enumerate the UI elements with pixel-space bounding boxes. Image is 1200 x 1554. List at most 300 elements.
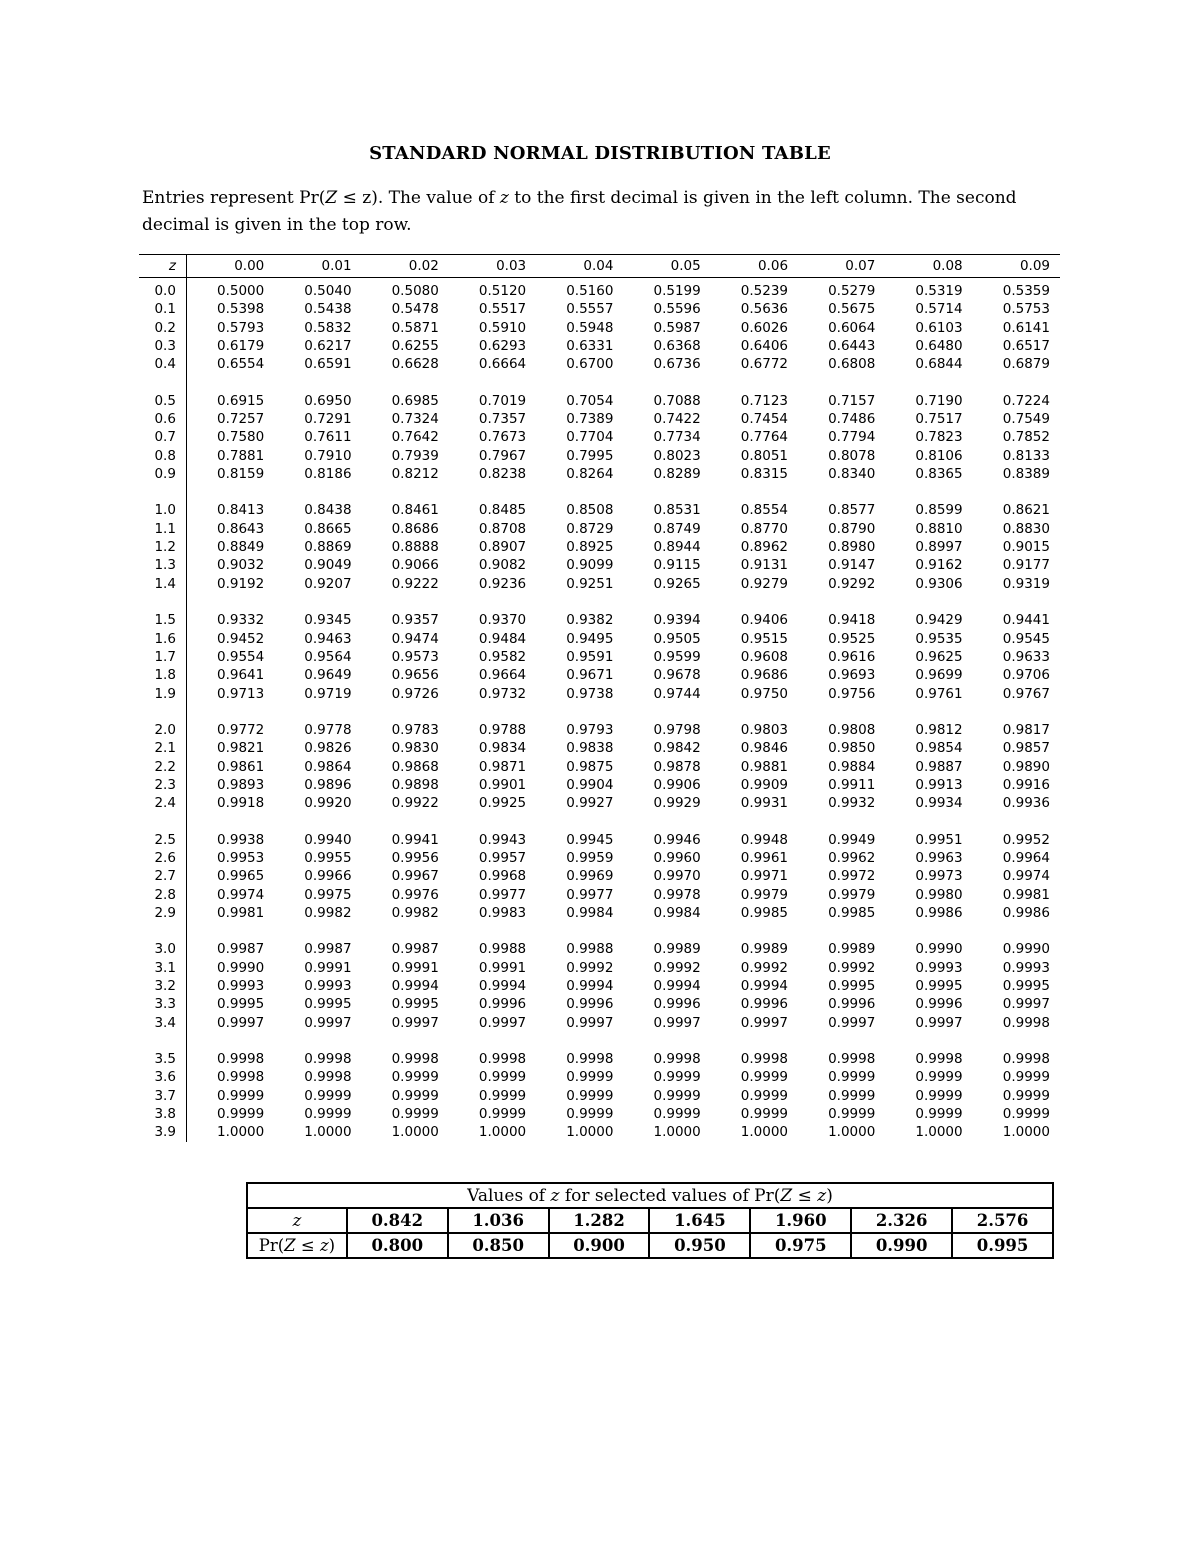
table-cell: 0.9906: [653, 776, 701, 793]
table-cell: 0.9987: [217, 941, 265, 958]
z-row-label: 2.7: [139, 867, 186, 885]
table-cell: 0.6554: [217, 356, 265, 373]
table-row: [139, 630, 1060, 648]
table-cell: 0.6026: [740, 319, 789, 336]
table-row: [139, 758, 1060, 776]
table-cell: 0.7995: [566, 447, 614, 464]
table-cell: 0.8962: [740, 539, 789, 556]
table-cell: 0.5596: [653, 301, 701, 318]
z-row-label: 1.7: [139, 648, 186, 666]
table-cell: 0.9995: [217, 996, 265, 1013]
table-cell: 0.5319: [915, 283, 963, 299]
table-row: [139, 794, 1060, 812]
table-row: [139, 703, 1060, 739]
table-cell: 0.6844: [915, 356, 963, 373]
table-cell: 0.9495: [566, 630, 614, 647]
table-cell: 0.9251: [566, 575, 614, 592]
table-cell: 0.9979: [740, 886, 789, 903]
table-cell: 0.7157: [828, 392, 876, 409]
table-cell: 0.9943: [478, 831, 527, 848]
table-cell: 0.9726: [391, 685, 439, 702]
table-cell: 0.9997: [1002, 996, 1050, 1013]
table-cell: 0.6064: [828, 319, 876, 336]
column-header: 0.06: [711, 255, 798, 278]
z-row-label: 0.7: [139, 428, 186, 446]
z-row-label: 1.0: [139, 483, 186, 519]
table-cell: 0.9838: [566, 740, 614, 757]
table-cell: 0.9998: [1002, 1051, 1050, 1068]
table-row: [139, 685, 1060, 703]
table-cell: 0.7939: [391, 447, 439, 464]
z-row-label: 2.4: [139, 794, 186, 812]
selected-z-value: 1.036: [448, 1208, 549, 1233]
table-cell: 0.9756: [828, 685, 876, 702]
z-row-label: 2.2: [139, 758, 186, 776]
intro-var-z: z: [499, 188, 509, 208]
table-row: [139, 428, 1060, 446]
table-row: [139, 278, 1060, 301]
table-cell: 0.9999: [566, 1087, 614, 1104]
table-cell: 0.9994: [391, 978, 439, 994]
table-cell: 0.8708: [478, 520, 527, 537]
table-cell: 0.9147: [828, 557, 876, 574]
table-cell: 0.8830: [1002, 520, 1050, 537]
table-cell: 0.9999: [740, 1087, 789, 1104]
column-header: 0.00: [186, 255, 274, 278]
table-cell: 0.6808: [828, 356, 876, 373]
table-cell: 0.9641: [217, 667, 265, 684]
table-cell: 0.9999: [1002, 1069, 1050, 1086]
table-cell: 0.8159: [217, 466, 265, 483]
selected-pr-value: 0.995: [952, 1233, 1053, 1258]
table-cell: 0.6628: [391, 356, 439, 373]
selected-pr-value: 0.850: [448, 1233, 549, 1258]
table-cell: 0.9986: [1002, 904, 1050, 921]
table-row: [139, 849, 1060, 867]
table-cell: 0.9808: [828, 721, 876, 738]
intro-text-3: to the first decimal is given in the left column. The second decimal is given in the top row.: [142, 188, 1017, 235]
table-cell: 0.9987: [391, 941, 439, 958]
table-cell: 0.8106: [915, 447, 963, 464]
table-cell: 0.9931: [740, 795, 789, 812]
table-cell: 0.9977: [478, 886, 527, 903]
intro-text-1: Entries represent Pr(: [142, 188, 326, 208]
table-cell: 0.5000: [217, 283, 265, 299]
table-cell: 0.8925: [566, 539, 614, 556]
table-cell: 0.5517: [478, 301, 527, 318]
table-cell: 0.9977: [566, 886, 614, 903]
table-row: [139, 922, 1060, 958]
table-cell: 0.6141: [1002, 319, 1050, 336]
table-cell: 1.0000: [566, 1124, 614, 1141]
table-cell: 0.9656: [391, 667, 439, 684]
table-cell: 0.7389: [566, 411, 614, 428]
table-cell: 0.5120: [478, 283, 527, 299]
table-cell: 0.9693: [828, 667, 876, 684]
selected-pr-row: [247, 1233, 1053, 1258]
table-row: [139, 319, 1060, 337]
selected-values-table: [246, 1182, 1054, 1259]
table-cell: 0.7357: [478, 411, 527, 428]
z-table: [139, 254, 1060, 1142]
table-cell: 0.9826: [304, 740, 352, 757]
table-cell: 0.7734: [653, 429, 701, 446]
selected-pr-value: 0.900: [549, 1233, 650, 1258]
table-cell: 0.9591: [566, 648, 614, 665]
selected-caption-row: [247, 1183, 1053, 1208]
table-cell: 0.9881: [740, 758, 789, 775]
table-cell: 0.6368: [653, 338, 701, 355]
table-cell: 0.9854: [915, 740, 963, 757]
table-cell: 0.9909: [740, 776, 789, 793]
table-cell: 0.9699: [915, 667, 963, 684]
table-cell: 0.9418: [828, 612, 876, 629]
table-cell: 0.8365: [915, 466, 963, 483]
selected-caption: [247, 1183, 1053, 1208]
table-cell: 0.9564: [304, 648, 352, 665]
column-header: 0.09: [973, 255, 1060, 278]
table-row: [139, 867, 1060, 885]
table-cell: 0.5832: [304, 319, 352, 336]
table-cell: 1.0000: [1002, 1124, 1050, 1141]
table-cell: 0.9625: [915, 648, 963, 665]
table-row: [139, 1087, 1060, 1105]
table-row: [139, 739, 1060, 757]
table-cell: 0.9616: [828, 648, 876, 665]
table-cell: 0.7517: [915, 411, 963, 428]
table-cell: 0.9984: [653, 904, 701, 921]
table-cell: 0.6255: [391, 338, 439, 355]
table-cell: 0.9861: [217, 758, 265, 775]
table-cell: 0.9608: [740, 648, 789, 665]
table-cell: 0.9975: [304, 886, 352, 903]
z-row-label: 1.8: [139, 666, 186, 684]
table-cell: 0.9999: [391, 1069, 439, 1086]
table-cell: 0.9995: [304, 996, 352, 1013]
table-cell: 0.9798: [653, 721, 701, 738]
table-cell: 0.6179: [217, 338, 265, 355]
table-cell: 0.9932: [828, 795, 876, 812]
caption-var-Z: Z: [780, 1185, 793, 1206]
table-cell: 0.9934: [915, 795, 963, 812]
table-cell: 0.8810: [915, 520, 963, 537]
table-cell: 0.9969: [566, 868, 614, 885]
z-row-label: 3.3: [139, 995, 186, 1013]
table-cell: 0.9649: [304, 667, 352, 684]
selected-pr-label: [247, 1233, 347, 1258]
selected-pr-value: 0.800: [347, 1233, 448, 1258]
table-cell: 0.7257: [217, 411, 265, 428]
table-cell: 0.9846: [740, 740, 789, 757]
z-row-label: 3.8: [139, 1105, 186, 1123]
table-cell: 0.9732: [478, 685, 527, 702]
table-cell: 0.9981: [1002, 886, 1050, 903]
column-header: 0.02: [362, 255, 449, 278]
table-cell: 0.7881: [217, 447, 265, 464]
table-cell: 0.9993: [304, 978, 352, 994]
table-cell: 0.9066: [391, 557, 439, 574]
table-cell: 0.9916: [1002, 776, 1050, 793]
table-cell: 0.9332: [217, 612, 265, 629]
table-cell: 0.9913: [915, 776, 963, 793]
table-cell: 0.8749: [653, 520, 701, 537]
z-row-label: 2.8: [139, 886, 186, 904]
table-cell: 0.9997: [217, 1014, 265, 1031]
table-row: [139, 1014, 1060, 1032]
table-cell: 0.9989: [740, 941, 789, 958]
table-cell: 0.9738: [566, 685, 614, 702]
table-row: [139, 447, 1060, 465]
table-cell: 0.9706: [1002, 667, 1050, 684]
table-cell: 0.8438: [304, 502, 352, 519]
table-cell: 0.7088: [653, 392, 701, 409]
table-cell: 0.6443: [828, 338, 876, 355]
selected-z-label: z: [247, 1208, 347, 1233]
table-cell: 0.9678: [653, 667, 701, 684]
table-cell: 0.9997: [828, 1014, 876, 1031]
table-cell: 0.9970: [653, 868, 701, 885]
table-cell: 0.9911: [828, 776, 876, 793]
table-row: [139, 1105, 1060, 1123]
table-cell: 0.9554: [217, 648, 265, 665]
table-cell: 0.9505: [653, 630, 701, 647]
table-cell: 0.9999: [740, 1106, 789, 1123]
z-row-label: 3.7: [139, 1087, 186, 1105]
pr-label-var-z: z: [319, 1236, 329, 1255]
table-cell: 0.9999: [653, 1069, 701, 1086]
table-cell: 0.5160: [566, 283, 614, 299]
table-cell: 0.9997: [740, 1014, 789, 1031]
z-row-label: 0.2: [139, 319, 186, 337]
table-cell: 0.9082: [478, 557, 527, 574]
table-cell: 0.9996: [653, 996, 701, 1013]
table-cell: 0.7910: [304, 447, 352, 464]
table-cell: 0.9162: [915, 557, 963, 574]
table-cell: 0.9974: [1002, 868, 1050, 885]
table-row: [139, 520, 1060, 538]
table-cell: 1.0000: [304, 1124, 352, 1141]
table-cell: 0.9968: [478, 868, 527, 885]
table-cell: 0.6406: [740, 338, 789, 355]
table-cell: 0.9982: [304, 904, 352, 921]
table-cell: 0.7123: [740, 392, 789, 409]
table-cell: 0.8212: [391, 466, 439, 483]
table-row: [139, 1032, 1060, 1068]
table-cell: 0.9370: [478, 612, 527, 629]
table-cell: 0.8508: [566, 502, 614, 519]
table-cell: 0.9788: [478, 721, 527, 738]
z-row-label: 1.9: [139, 685, 186, 703]
table-cell: 0.9998: [566, 1051, 614, 1068]
caption-text-4: ): [826, 1185, 833, 1206]
table-cell: 0.9525: [828, 630, 876, 647]
table-cell: 1.0000: [478, 1124, 527, 1141]
table-cell: 0.9992: [566, 959, 614, 976]
table-cell: 0.9996: [566, 996, 614, 1013]
table-cell: 0.9778: [304, 721, 352, 738]
table-cell: 0.5675: [828, 301, 876, 318]
table-cell: 0.8599: [915, 502, 963, 519]
table-cell: 0.9292: [828, 575, 876, 592]
z-row-label: 3.2: [139, 977, 186, 995]
table-cell: 0.8238: [478, 466, 527, 483]
table-cell: 0.9946: [653, 831, 701, 848]
table-cell: 0.9864: [304, 758, 352, 775]
z-row-label: 3.0: [139, 922, 186, 958]
table-cell: 0.5910: [478, 319, 527, 336]
table-cell: 0.9999: [478, 1106, 527, 1123]
table-cell: 0.9842: [653, 740, 701, 757]
table-cell: 0.9967: [391, 868, 439, 885]
table-cell: 0.9983: [478, 904, 527, 921]
table-cell: 0.9962: [828, 849, 876, 866]
table-cell: 0.9985: [740, 904, 789, 921]
table-cell: 0.6591: [304, 356, 352, 373]
z-row-label: 3.1: [139, 959, 186, 977]
z-row-label: 3.5: [139, 1032, 186, 1068]
table-cell: 0.6700: [566, 356, 614, 373]
table-cell: 0.9938: [217, 831, 265, 848]
table-cell: 0.9994: [478, 978, 527, 994]
table-cell: 0.6293: [478, 338, 527, 355]
table-cell: 0.9890: [1002, 758, 1050, 775]
table-cell: 0.7486: [828, 411, 876, 428]
table-cell: 0.9904: [566, 776, 614, 793]
table-cell: 0.7764: [740, 429, 789, 446]
table-cell: 0.9991: [391, 959, 439, 976]
table-cell: 0.9772: [217, 721, 265, 738]
table-cell: 0.9207: [304, 575, 352, 592]
table-cell: 0.5398: [217, 301, 265, 318]
table-row: [139, 575, 1060, 593]
table-cell: 0.9993: [217, 978, 265, 994]
table-cell: 0.9898: [391, 776, 439, 793]
table-cell: 0.5080: [391, 283, 439, 299]
z-row-label: 2.5: [139, 813, 186, 849]
table-cell: 0.9996: [915, 996, 963, 1013]
table-cell: 0.9999: [304, 1106, 352, 1123]
table-cell: 0.9999: [1002, 1106, 1050, 1123]
table-cell: 0.9834: [478, 740, 527, 757]
z-row-label: 0.0: [139, 278, 186, 301]
table-cell: 0.9971: [740, 868, 789, 885]
table-row: [139, 776, 1060, 794]
table-cell: 0.8888: [391, 539, 439, 556]
z-row-label: 2.3: [139, 776, 186, 794]
table-cell: 0.9998: [304, 1051, 352, 1068]
table-row: [139, 1123, 1060, 1141]
z-row-label: 2.0: [139, 703, 186, 739]
table-cell: 0.9957: [478, 849, 527, 866]
table-row: [139, 410, 1060, 428]
table-cell: 0.9993: [1002, 959, 1050, 976]
table-cell: 0.5279: [828, 283, 876, 299]
table-cell: 0.5239: [740, 283, 789, 299]
table-cell: 0.5636: [740, 301, 789, 318]
table-cell: 0.7422: [653, 411, 701, 428]
table-cell: 0.9953: [217, 849, 265, 866]
table-cell: 0.9929: [653, 795, 701, 812]
table-cell: 0.7454: [740, 411, 789, 428]
table-cell: 0.8621: [1002, 502, 1050, 519]
table-cell: 0.9997: [915, 1014, 963, 1031]
table-cell: 0.9857: [1002, 740, 1050, 757]
z-row-label: 1.3: [139, 556, 186, 574]
table-cell: 0.9996: [478, 996, 527, 1013]
table-cell: 0.9999: [653, 1087, 701, 1104]
table-cell: 0.9901: [478, 776, 527, 793]
selected-z-value: 0.842: [347, 1208, 448, 1233]
table-row: [139, 355, 1060, 373]
table-cell: 0.5987: [653, 319, 701, 336]
table-cell: 0.9452: [217, 630, 265, 647]
table-cell: 0.9599: [653, 648, 701, 665]
table-cell: 0.9893: [217, 776, 265, 793]
table-cell: 0.9927: [566, 795, 614, 812]
table-cell: 0.8315: [740, 466, 789, 483]
table-cell: 0.9986: [915, 904, 963, 921]
table-cell: 0.9463: [304, 630, 352, 647]
table-cell: 0.9357: [391, 612, 439, 629]
table-cell: 0.9988: [566, 941, 614, 958]
table-cell: 0.8340: [828, 466, 876, 483]
table-cell: 0.9974: [217, 886, 265, 903]
table-cell: 0.9997: [391, 1014, 439, 1031]
table-cell: 0.9999: [217, 1087, 265, 1104]
table-cell: 0.9948: [740, 831, 789, 848]
table-cell: 0.9821: [217, 740, 265, 757]
table-cell: 0.9945: [566, 831, 614, 848]
z-row-label: 3.6: [139, 1068, 186, 1086]
table-row: [139, 977, 1060, 995]
table-cell: 0.9981: [217, 904, 265, 921]
table-cell: 0.9922: [391, 795, 439, 812]
z-row-label: 0.4: [139, 355, 186, 373]
selected-z-value: 2.326: [851, 1208, 952, 1233]
table-cell: 0.8770: [740, 520, 789, 537]
table-row: [139, 666, 1060, 684]
table-cell: 0.8849: [217, 539, 265, 556]
table-cell: 0.9988: [478, 941, 527, 958]
table-cell: 0.9941: [391, 831, 439, 848]
table-cell: 0.9049: [304, 557, 352, 574]
table-cell: 0.9719: [304, 685, 352, 702]
table-cell: 0.9871: [478, 758, 527, 775]
table-row: [139, 538, 1060, 556]
z-row-label: 0.3: [139, 337, 186, 355]
table-cell: 1.0000: [391, 1124, 439, 1141]
table-cell: 0.9963: [915, 849, 963, 866]
table-cell: 0.9999: [478, 1087, 527, 1104]
table-row: [139, 813, 1060, 849]
table-cell: 0.9936: [1002, 795, 1050, 812]
selected-z-row: [247, 1208, 1053, 1233]
table-cell: 0.5871: [391, 319, 439, 336]
table-cell: 0.9999: [828, 1106, 876, 1123]
table-cell: 0.9961: [740, 849, 789, 866]
table-cell: 0.9761: [915, 685, 963, 702]
table-cell: 0.9015: [1002, 539, 1050, 556]
table-cell: 0.7794: [828, 429, 876, 446]
table-row: [139, 374, 1060, 410]
table-cell: 0.9991: [478, 959, 527, 976]
table-cell: 0.9868: [391, 758, 439, 775]
table-cell: 0.5199: [653, 283, 701, 299]
table-cell: 0.9406: [740, 612, 789, 629]
table-cell: 0.9990: [1002, 941, 1050, 958]
table-cell: 0.9997: [566, 1014, 614, 1031]
table-row: [139, 483, 1060, 519]
